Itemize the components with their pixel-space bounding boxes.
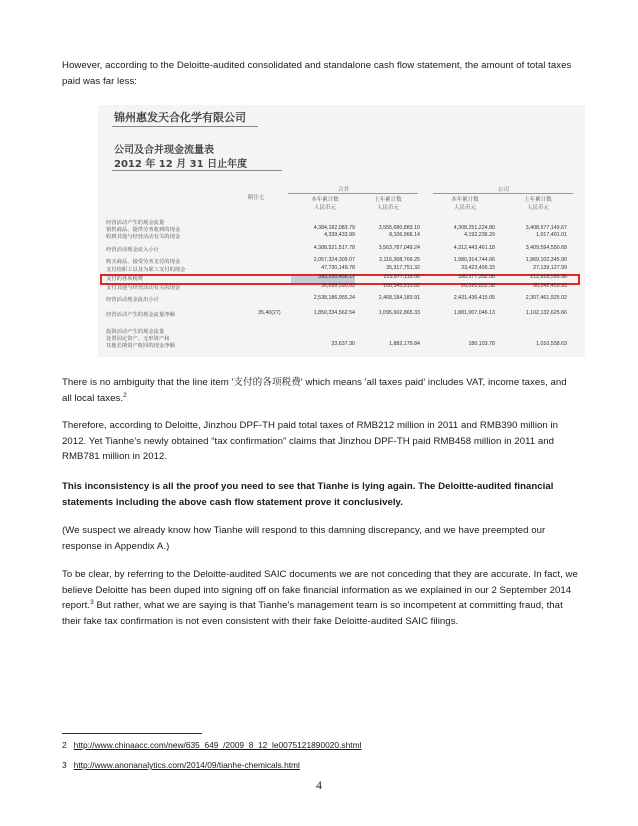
statement-cell: 26,020,832.58	[461, 283, 495, 289]
statement-cell: 390,177,352.58	[458, 274, 495, 280]
footnote-3: 3 http://www.anonanalytics.com/2014/09/tianhe-chemicals.html	[62, 760, 300, 770]
statement-cell: 4,312,443,461.18	[453, 245, 495, 251]
footnote-ref: 3	[90, 598, 94, 606]
statement-cell: 3,409,594,550.68	[525, 245, 567, 251]
footnote-2: 2 http://www.chinaacc.com/new/635_649_/2009_8_12_le0075121890020.shtml	[62, 740, 362, 750]
statement-row-label: 经营活动产生的现金流量净额	[106, 312, 175, 318]
statement-cell: 1,969,102,345.90	[525, 257, 567, 263]
statement-cell: 2,057,324,309.07	[313, 257, 355, 263]
statement-cell: 390,290,456.17	[318, 274, 355, 280]
col-note-header: 附注七	[248, 195, 265, 201]
statement-cell: 2,538,186,955.24	[313, 295, 355, 301]
col-current-header: 本年累计数 人民币元	[311, 197, 339, 211]
paragraph-tax-line-item: There is no ambiguity that the line item '支付的各项税费' which means 'all taxes paid' includes VAT, income taxes, and all local taxes.$^2$	[62, 377, 567, 404]
page-number: 4	[316, 778, 322, 792]
statement-cell: 8,106,966.14	[389, 232, 420, 238]
divider	[433, 193, 573, 194]
intro-paragraph: However, according to the Deloitte-audited consolidated and standalone cash flow statement, the amount of total taxes paid was far less:	[62, 60, 572, 87]
col-current-header: 本年累计数 人民币元	[451, 197, 479, 211]
statement-cell: 36,699,590.02	[321, 283, 355, 289]
statement-cell: 33,423,495.33	[461, 265, 495, 271]
statement-period: 2012 年 12 月 31 日止年度	[114, 159, 248, 170]
paragraph-conclusion: This inconsistency is all the proof you need to see that Tianhe is lying again. The Deloitte-audited financial statements including the above cash flow statement prove it conclusively.	[62, 481, 554, 508]
statement-title: 公司及合并现金流量表	[114, 145, 214, 156]
statement-row-label: 收到其他与经营活动有关的现金	[106, 234, 181, 240]
col-prior-header: 上年累计数 人民币元	[524, 197, 552, 211]
statement-cell: 2,307,461,925.02	[525, 295, 567, 301]
statement-cell: 3,555,680,883.10	[378, 225, 420, 231]
statement-row-label: 其他长期资产收回的现金净额	[106, 343, 175, 349]
statement-cell: 2,116,308,769.25	[379, 257, 420, 263]
statement-cell: 1,010,558.63	[536, 341, 567, 347]
statement-cell: 1,881,007,046.13	[453, 310, 495, 316]
statement-cell: 2,468,184,183.91	[378, 295, 420, 301]
paragraph-appendix-note: (We suspect we already know how Tianhe will respond to this damning discrepancy, and we have preempted our response in Appendix A.)	[62, 525, 546, 552]
statement-cell: 1,102,132,625.66	[525, 310, 567, 316]
statement-cell: 2,431,436,415.05	[453, 295, 495, 301]
statement-row-label: 支付给职工以及为职工支付的现金	[106, 267, 186, 273]
statement-cell: 212,918,595.96	[530, 274, 567, 280]
statement-cell: 1,980,314,744.66	[453, 257, 495, 263]
statement-cell: 215,977,119.06	[383, 274, 420, 280]
statement-row-label: 购买商品、接受劳务支付的现金	[106, 259, 181, 265]
divider	[112, 170, 282, 171]
statement-cell: 4,384,182,083.79	[313, 225, 355, 231]
statement-cell: 4,388,521,517.78	[313, 245, 355, 251]
statement-cell: 3,563,787,049.24	[378, 245, 420, 251]
statement-row-label: 销售商品、提供劳务收到的现金	[106, 227, 181, 233]
footnote-divider	[62, 733, 202, 734]
statement-cell: 1,017,401.01	[536, 232, 567, 238]
statement-cell: 27,139,127.99	[533, 265, 567, 271]
statement-cell: 1,882,179.84	[389, 341, 420, 347]
footnote-link[interactable]: http://www.anonanalytics.com/2014/09/tianhe-chemicals.html	[73, 760, 300, 770]
statement-cell: 35,317,751.32	[386, 265, 420, 271]
statement-cell: 100,545,915.82	[383, 283, 420, 289]
statement-row-label: 处置固定资产、无形资产和	[106, 336, 170, 342]
statement-cell: 3,408,577,149.67	[525, 225, 567, 231]
statement-cell: 180,103.78	[468, 341, 495, 347]
footnote-link[interactable]: http://www.chinaacc.com/new/635_649_/2009_8_12_le0075121890020.shtml	[73, 740, 362, 750]
statement-row-label: 经营活动现金流出小计	[106, 297, 159, 303]
cash-flow-statement-image	[98, 105, 585, 357]
statement-row-label: 支付的各项税费	[106, 276, 144, 282]
paragraph-taxes-paid: Therefore, according to Deloitte, Jinzhou DPF-TH paid total taxes of RMB212 million in 2011 and RMB390 million in 2012. Yet Tianhe’s newly obtained “tax confirmation” claims that Jinzhou DPF-TH paid RMB458 million in 2011 and RMB781 million in 2012.	[62, 420, 559, 462]
group-company-header: 公司	[498, 187, 510, 193]
footnote-ref: 2	[123, 391, 127, 399]
statement-cell: 47,730,149.78	[321, 265, 355, 271]
statement-cell: 98,242,455.93	[533, 283, 567, 289]
group-consolidated-header: 合并	[338, 187, 350, 193]
statement-cell: 1,850,334,562.54	[313, 310, 355, 316]
statement-company-name: 锦州惠发天合化学有限公司	[114, 111, 246, 124]
statement-row-label: 投资活动产生的现金流量	[106, 329, 165, 335]
divider	[288, 193, 418, 194]
statement-cell: 4,308,251,224.80	[453, 225, 495, 231]
statement-row-label: 经营活动现金流入小计	[106, 247, 159, 253]
statement-cell: 1,095,602,865.33	[378, 310, 420, 316]
statement-cell: 4,192,236.29	[464, 232, 495, 238]
paragraph-clarification: To be clear, by referring to the Deloitte-audited SAIC documents we are not conceding that they are accurate. In fact, we believe Deloitte has been duped into signing off on fake financial information as we explained in our 2 September 2014 report.$^3$ But rather, what we are saying is that Tianhe's management team is so incompetent at committing fraud, that their fake tax confirmation is not even consistent with their fake Deloitte-audited SAIC filings.	[62, 569, 578, 627]
chinese-line-item: 支付的各项税费	[233, 377, 301, 388]
statement-cell: 33,637.30	[331, 341, 355, 347]
divider	[112, 126, 258, 127]
statement-row-note: 35,40(27)	[258, 310, 281, 316]
col-prior-header: 上年累计数 人民币元	[374, 197, 402, 211]
statement-row-label: 经营活动产生的现金流量	[106, 220, 165, 226]
statement-cell: 4,339,433.99	[324, 232, 355, 238]
statement-row-label: 支付其他与经营活动有关的现金	[106, 285, 181, 291]
